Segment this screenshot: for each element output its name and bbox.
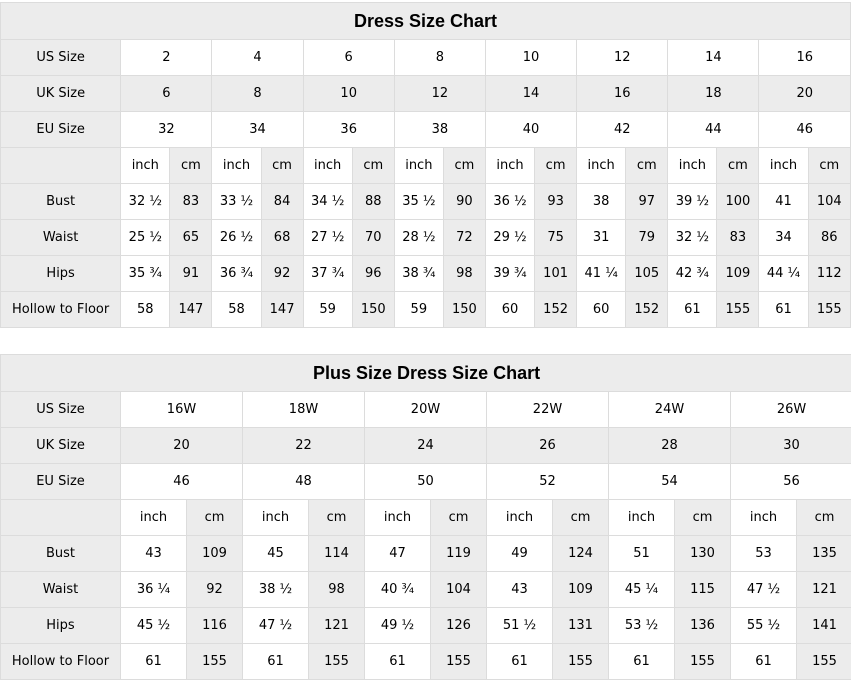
unit-cm-cell: cm <box>261 148 303 184</box>
measure-inch-cell: 41 ¼ <box>577 256 626 292</box>
size-value-cell: 12 <box>394 76 485 112</box>
size-value-cell: 16W <box>121 392 243 428</box>
unit-cm-cell: cm <box>675 500 731 536</box>
unit-inch-cell: inch <box>485 148 534 184</box>
measure-cm-cell: 97 <box>626 184 668 220</box>
unit-cm-cell: cm <box>187 500 243 536</box>
unit-cm-cell: cm <box>553 500 609 536</box>
measure-inch-cell: 47 ½ <box>243 608 309 644</box>
measure-cm-cell: 116 <box>187 608 243 644</box>
measure-cm-cell: 79 <box>626 220 668 256</box>
row-label: Bust <box>1 184 121 220</box>
measure-cm-cell: 124 <box>553 536 609 572</box>
measure-cm-cell: 152 <box>535 292 577 328</box>
measure-cm-cell: 155 <box>553 644 609 680</box>
size-value-cell: 36 <box>303 112 394 148</box>
size-value-cell: 20 <box>759 76 851 112</box>
measure-cm-cell: 155 <box>808 292 850 328</box>
row-label: Hollow to Floor <box>1 644 121 680</box>
size-value-cell: 26 <box>487 428 609 464</box>
measure-inch-cell: 51 ½ <box>487 608 553 644</box>
unit-inch-cell: inch <box>303 148 352 184</box>
measure-inch-cell: 49 <box>487 536 553 572</box>
measure-inch-cell: 43 <box>121 536 187 572</box>
measure-inch-cell: 61 <box>759 292 808 328</box>
size-value-cell: 56 <box>731 464 851 500</box>
measure-inch-cell: 45 ¼ <box>609 572 675 608</box>
size-row <box>1 428 851 464</box>
size-value-cell: 48 <box>243 464 365 500</box>
measure-cm-cell: 109 <box>717 256 759 292</box>
chart-title: Dress Size Chart <box>1 3 851 40</box>
size-value-cell: 46 <box>759 112 851 148</box>
measure-cm-cell: 104 <box>431 572 487 608</box>
row-label: Hips <box>1 608 121 644</box>
measure-cm-cell: 100 <box>717 184 759 220</box>
measure-inch-cell: 47 ½ <box>731 572 797 608</box>
size-row <box>1 76 851 112</box>
size-value-cell: 42 <box>577 112 668 148</box>
measure-cm-cell: 65 <box>170 220 212 256</box>
unit-cm-cell: cm <box>170 148 212 184</box>
measure-cm-cell: 98 <box>309 572 365 608</box>
measure-cm-cell: 109 <box>187 536 243 572</box>
size-value-cell: 38 <box>394 112 485 148</box>
measure-inch-cell: 36 ¾ <box>212 256 261 292</box>
measure-inch-cell: 37 ¾ <box>303 256 352 292</box>
measure-inch-cell: 44 ¼ <box>759 256 808 292</box>
measure-inch-cell: 41 <box>759 184 808 220</box>
unit-cm-cell: cm <box>431 500 487 536</box>
measure-inch-cell: 36 ½ <box>485 184 534 220</box>
size-value-cell: 14 <box>485 76 576 112</box>
row-label: US Size <box>1 392 121 428</box>
measure-cm-cell: 141 <box>797 608 851 644</box>
measure-cm-cell: 121 <box>309 608 365 644</box>
measure-inch-cell: 61 <box>668 292 717 328</box>
size-value-cell: 24 <box>365 428 487 464</box>
measure-cm-cell: 83 <box>170 184 212 220</box>
measure-cm-cell: 104 <box>808 184 850 220</box>
size-value-cell: 2 <box>121 40 212 76</box>
measure-cm-cell: 121 <box>797 572 851 608</box>
plus-size-dress-size-chart-table <box>0 354 851 680</box>
measure-inch-cell: 32 ½ <box>121 184 170 220</box>
size-value-cell: 18W <box>243 392 365 428</box>
unit-cm-cell: cm <box>309 500 365 536</box>
measure-inch-cell: 31 <box>577 220 626 256</box>
measure-cm-cell: 105 <box>626 256 668 292</box>
size-value-cell: 20 <box>121 428 243 464</box>
measure-cm-cell: 155 <box>431 644 487 680</box>
row-label: UK Size <box>1 76 121 112</box>
measure-cm-cell: 130 <box>675 536 731 572</box>
measure-cm-cell: 147 <box>170 292 212 328</box>
unit-inch-cell: inch <box>759 148 808 184</box>
unit-inch-cell: inch <box>394 148 443 184</box>
measure-cm-cell: 136 <box>675 608 731 644</box>
measure-row <box>1 256 851 292</box>
measure-row <box>1 292 851 328</box>
unit-inch-cell: inch <box>243 500 309 536</box>
size-value-cell: 4 <box>212 40 303 76</box>
measure-cm-cell: 119 <box>431 536 487 572</box>
size-value-cell: 28 <box>609 428 731 464</box>
measure-cm-cell: 155 <box>675 644 731 680</box>
measure-inch-cell: 39 ¾ <box>485 256 534 292</box>
measure-cm-cell: 115 <box>675 572 731 608</box>
measure-inch-cell: 43 <box>487 572 553 608</box>
unit-cm-cell: cm <box>535 148 577 184</box>
size-value-cell: 8 <box>212 76 303 112</box>
measure-cm-cell: 152 <box>626 292 668 328</box>
measure-inch-cell: 61 <box>365 644 431 680</box>
measure-inch-cell: 59 <box>394 292 443 328</box>
size-value-cell: 6 <box>303 40 394 76</box>
measure-inch-cell: 36 ¼ <box>121 572 187 608</box>
measure-cm-cell: 92 <box>261 256 303 292</box>
measure-row <box>1 608 851 644</box>
row-label: Waist <box>1 220 121 256</box>
unit-inch-cell: inch <box>121 148 170 184</box>
measure-row <box>1 536 851 572</box>
measure-inch-cell: 58 <box>121 292 170 328</box>
measure-inch-cell: 53 <box>731 536 797 572</box>
size-value-cell: 22W <box>487 392 609 428</box>
measure-inch-cell: 61 <box>243 644 309 680</box>
unit-cm-cell: cm <box>443 148 485 184</box>
measure-cm-cell: 83 <box>717 220 759 256</box>
measure-inch-cell: 38 <box>577 184 626 220</box>
measure-cm-cell: 93 <box>535 184 577 220</box>
measure-cm-cell: 68 <box>261 220 303 256</box>
row-label: Hollow to Floor <box>1 292 121 328</box>
size-value-cell: 16 <box>759 40 851 76</box>
measure-cm-cell: 92 <box>187 572 243 608</box>
measure-cm-cell: 131 <box>553 608 609 644</box>
measure-inch-cell: 61 <box>609 644 675 680</box>
size-value-cell: 6 <box>121 76 212 112</box>
size-value-cell: 54 <box>609 464 731 500</box>
measure-cm-cell: 112 <box>808 256 850 292</box>
measure-inch-cell: 42 ¾ <box>668 256 717 292</box>
size-value-cell: 52 <box>487 464 609 500</box>
measure-inch-cell: 29 ½ <box>485 220 534 256</box>
dress-size-chart-table <box>0 2 851 328</box>
measure-inch-cell: 33 ½ <box>212 184 261 220</box>
measure-cm-cell: 86 <box>808 220 850 256</box>
measure-inch-cell: 38 ¾ <box>394 256 443 292</box>
unit-inch-cell: inch <box>609 500 675 536</box>
unit-inch-cell: inch <box>121 500 187 536</box>
measure-cm-cell: 109 <box>553 572 609 608</box>
size-row <box>1 464 851 500</box>
size-value-cell: 44 <box>668 112 759 148</box>
size-value-cell: 12 <box>577 40 668 76</box>
row-label: UK Size <box>1 428 121 464</box>
measure-inch-cell: 27 ½ <box>303 220 352 256</box>
size-value-cell: 40 <box>485 112 576 148</box>
measure-row <box>1 644 851 680</box>
size-value-cell: 50 <box>365 464 487 500</box>
size-value-cell: 14 <box>668 40 759 76</box>
measure-cm-cell: 155 <box>797 644 851 680</box>
row-label: US Size <box>1 40 121 76</box>
size-value-cell: 22 <box>243 428 365 464</box>
measure-inch-cell: 34 ½ <box>303 184 352 220</box>
measure-inch-cell: 35 ½ <box>394 184 443 220</box>
size-value-cell: 10 <box>303 76 394 112</box>
row-label: EU Size <box>1 464 121 500</box>
measure-cm-cell: 88 <box>352 184 394 220</box>
size-value-cell: 10 <box>485 40 576 76</box>
size-value-cell: 8 <box>394 40 485 76</box>
size-row <box>1 392 851 428</box>
unit-inch-cell: inch <box>365 500 431 536</box>
measure-inch-cell: 61 <box>121 644 187 680</box>
measure-cm-cell: 155 <box>717 292 759 328</box>
row-label: Hips <box>1 256 121 292</box>
size-row <box>1 40 851 76</box>
measure-inch-cell: 47 <box>365 536 431 572</box>
measure-inch-cell: 40 ¾ <box>365 572 431 608</box>
size-value-cell: 18 <box>668 76 759 112</box>
measure-cm-cell: 90 <box>443 184 485 220</box>
measure-inch-cell: 53 ½ <box>609 608 675 644</box>
size-value-cell: 20W <box>365 392 487 428</box>
measure-inch-cell: 25 ½ <box>121 220 170 256</box>
measure-inch-cell: 60 <box>577 292 626 328</box>
plus-size-dress-size-chart-body <box>1 392 851 680</box>
unit-header-row <box>1 500 851 536</box>
size-value-cell: 24W <box>609 392 731 428</box>
measure-row <box>1 184 851 220</box>
unit-cm-cell: cm <box>352 148 394 184</box>
size-value-cell: 16 <box>577 76 668 112</box>
measure-cm-cell: 75 <box>535 220 577 256</box>
measure-inch-cell: 60 <box>485 292 534 328</box>
measure-cm-cell: 147 <box>261 292 303 328</box>
measure-row <box>1 220 851 256</box>
measure-cm-cell: 72 <box>443 220 485 256</box>
measure-cm-cell: 70 <box>352 220 394 256</box>
unit-cm-cell: cm <box>717 148 759 184</box>
measure-inch-cell: 61 <box>487 644 553 680</box>
unit-inch-cell: inch <box>731 500 797 536</box>
measure-cm-cell: 101 <box>535 256 577 292</box>
row-label <box>1 500 121 536</box>
measure-inch-cell: 26 ½ <box>212 220 261 256</box>
size-value-cell: 46 <box>121 464 243 500</box>
measure-cm-cell: 150 <box>443 292 485 328</box>
row-label <box>1 148 121 184</box>
unit-header-row <box>1 148 851 184</box>
measure-inch-cell: 58 <box>212 292 261 328</box>
measure-inch-cell: 39 ½ <box>668 184 717 220</box>
unit-inch-cell: inch <box>212 148 261 184</box>
measure-inch-cell: 38 ½ <box>243 572 309 608</box>
unit-cm-cell: cm <box>808 148 850 184</box>
measure-inch-cell: 35 ¾ <box>121 256 170 292</box>
measure-inch-cell: 34 <box>759 220 808 256</box>
chart-title: Plus Size Dress Size Chart <box>1 355 851 392</box>
row-label: Bust <box>1 536 121 572</box>
measure-cm-cell: 98 <box>443 256 485 292</box>
size-value-cell: 32 <box>121 112 212 148</box>
measure-inch-cell: 51 <box>609 536 675 572</box>
measure-cm-cell: 135 <box>797 536 851 572</box>
measure-cm-cell: 155 <box>309 644 365 680</box>
size-row <box>1 112 851 148</box>
measure-inch-cell: 28 ½ <box>394 220 443 256</box>
measure-inch-cell: 32 ½ <box>668 220 717 256</box>
row-label: Waist <box>1 572 121 608</box>
unit-inch-cell: inch <box>487 500 553 536</box>
measure-cm-cell: 91 <box>170 256 212 292</box>
measure-cm-cell: 155 <box>187 644 243 680</box>
unit-cm-cell: cm <box>797 500 851 536</box>
measure-row <box>1 572 851 608</box>
measure-inch-cell: 59 <box>303 292 352 328</box>
size-value-cell: 30 <box>731 428 851 464</box>
measure-cm-cell: 114 <box>309 536 365 572</box>
chart-title-row <box>1 355 851 392</box>
measure-cm-cell: 84 <box>261 184 303 220</box>
measure-cm-cell: 96 <box>352 256 394 292</box>
unit-inch-cell: inch <box>668 148 717 184</box>
measure-inch-cell: 55 ½ <box>731 608 797 644</box>
measure-cm-cell: 126 <box>431 608 487 644</box>
unit-cm-cell: cm <box>626 148 668 184</box>
measure-inch-cell: 45 <box>243 536 309 572</box>
size-value-cell: 34 <box>212 112 303 148</box>
measure-cm-cell: 150 <box>352 292 394 328</box>
measure-inch-cell: 49 ½ <box>365 608 431 644</box>
row-label: EU Size <box>1 112 121 148</box>
measure-inch-cell: 61 <box>731 644 797 680</box>
unit-inch-cell: inch <box>577 148 626 184</box>
dress-size-chart-body <box>1 40 851 328</box>
measure-inch-cell: 45 ½ <box>121 608 187 644</box>
size-value-cell: 26W <box>731 392 851 428</box>
chart-title-row <box>1 3 851 40</box>
